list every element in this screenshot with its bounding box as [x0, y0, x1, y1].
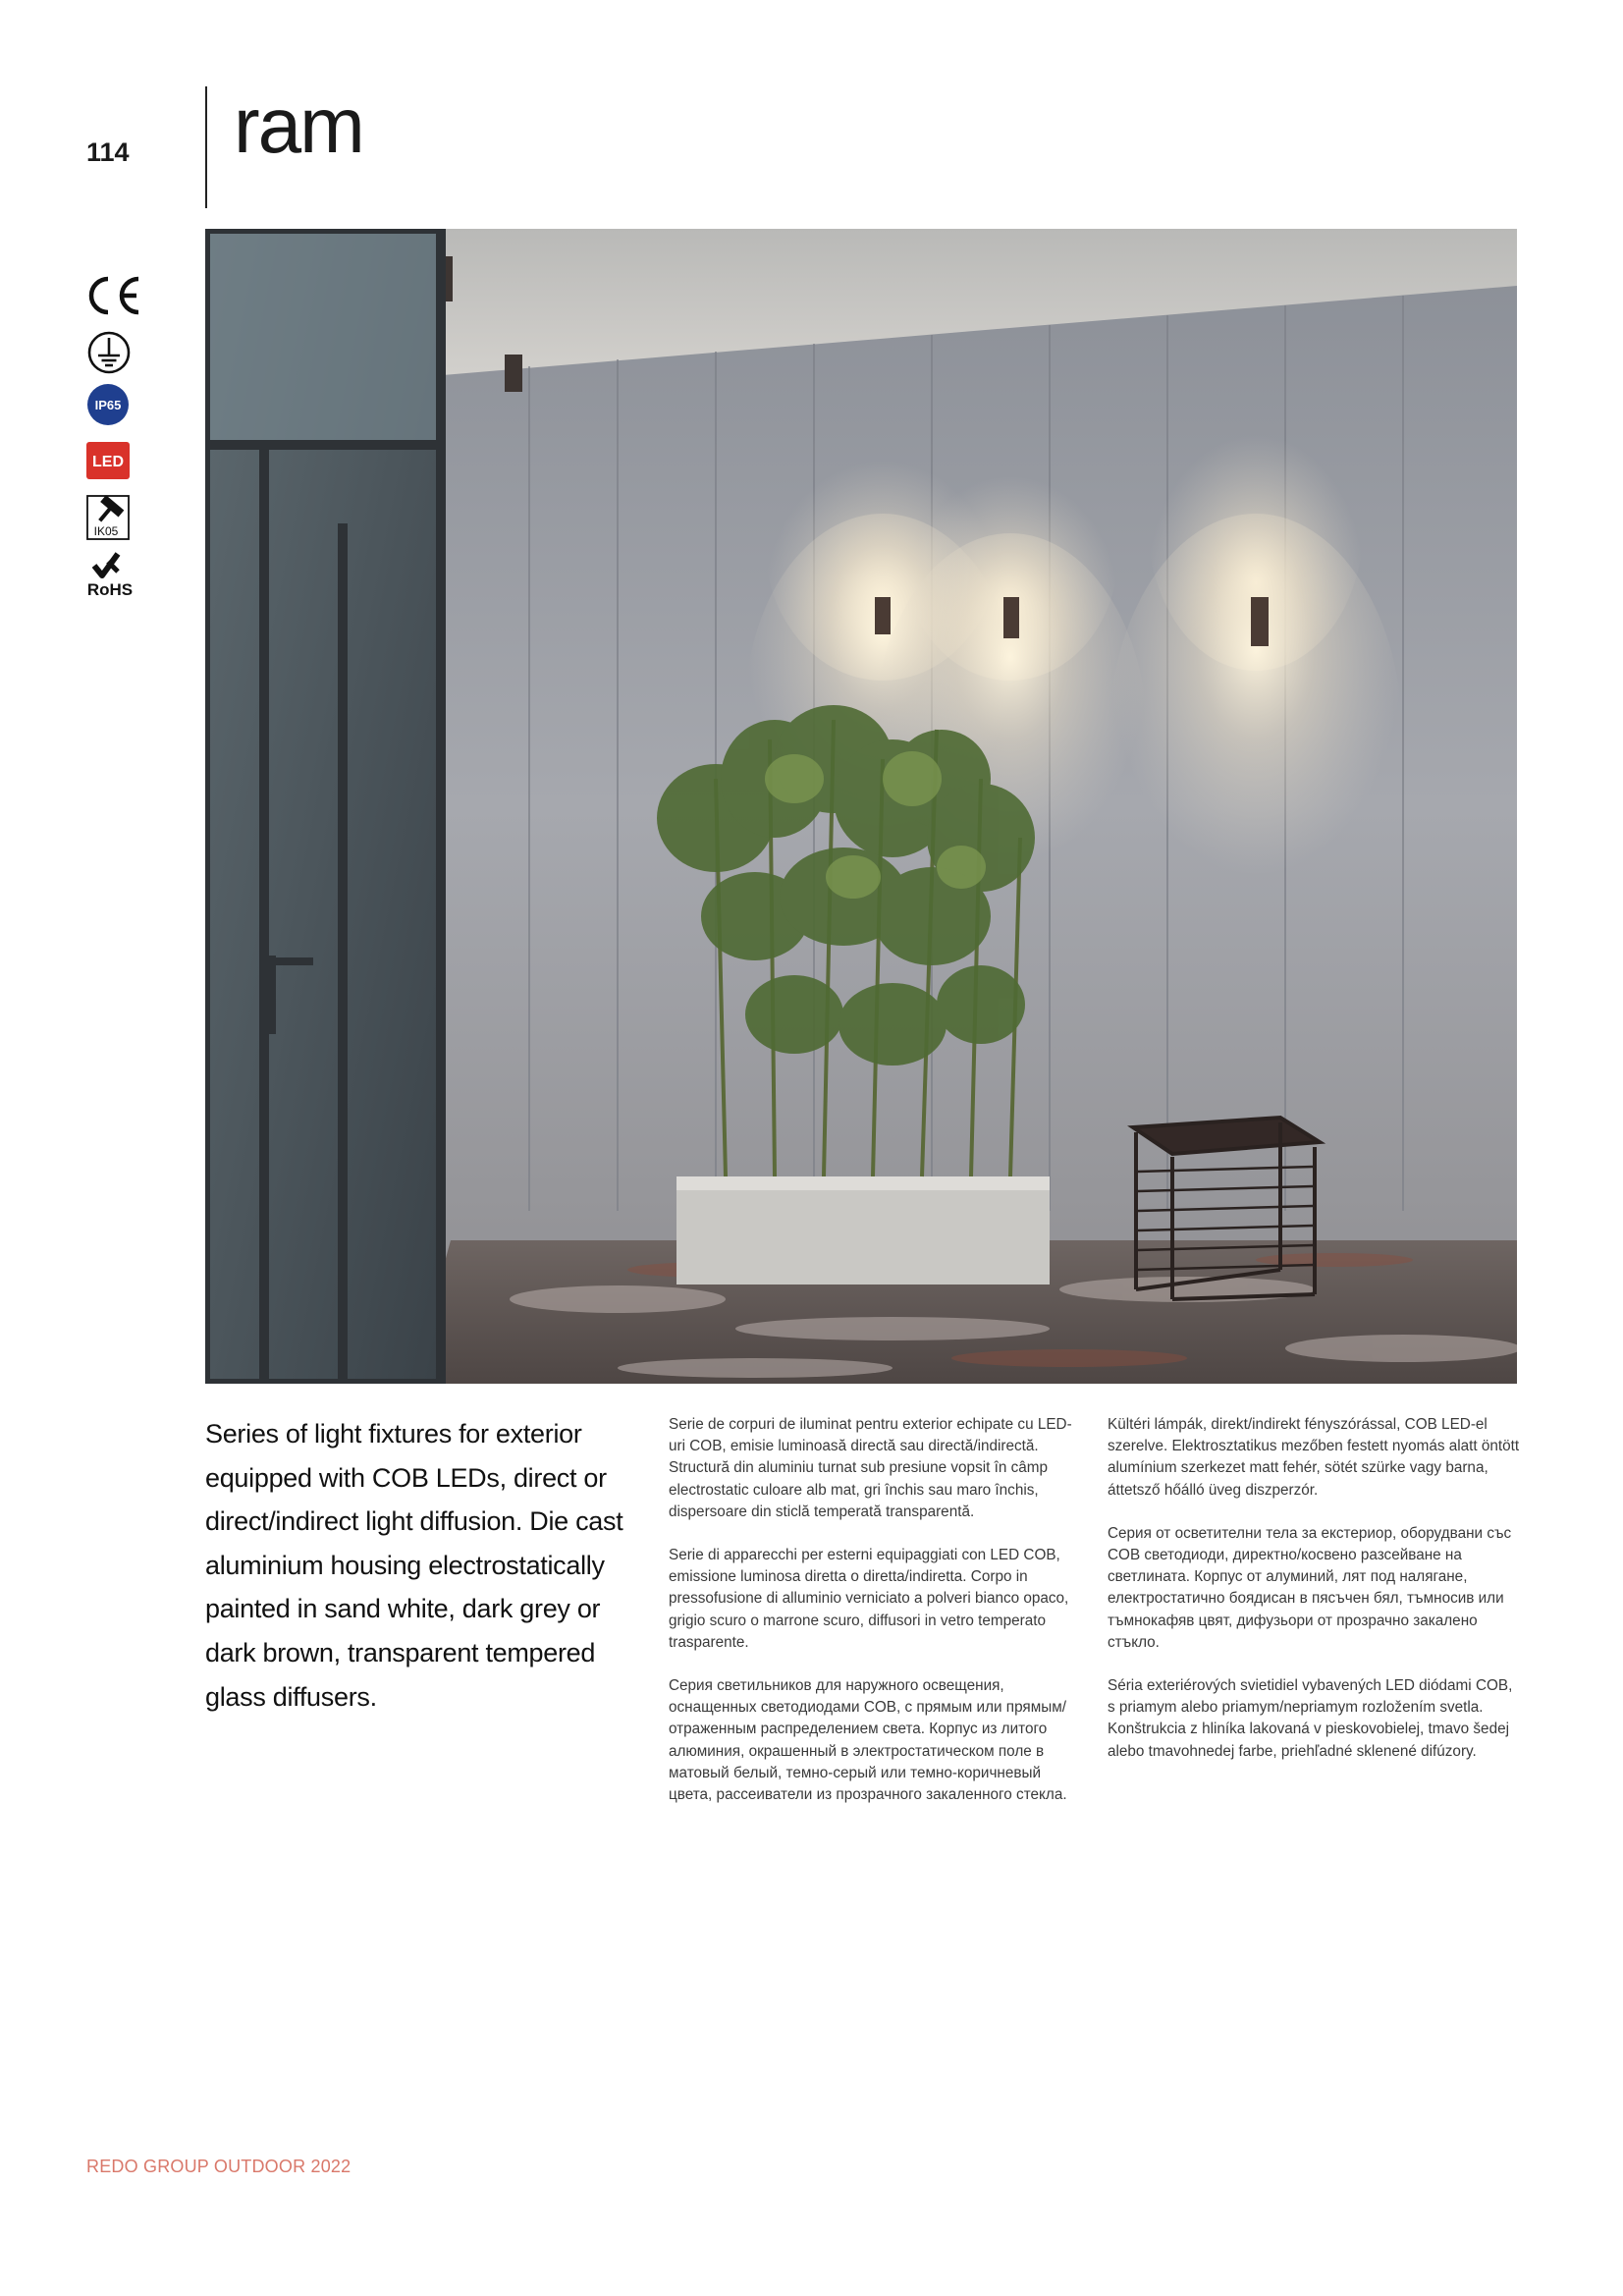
page-number: 114 [86, 137, 130, 167]
description-column-right [1108, 1414, 1520, 1784]
bulgarian-description: Серия от осветителни тела за екстериор, оборудвани със COB светодиоди, директно/косвено разсейване на светлината. Корпус от алуминий, лят под налягане, електростатично боядисан в пясъчен бял, тъмносив или тъмнокафяв цвят, дифузьори от прозрачно закалено стъкло. [1108, 1524, 1512, 1651]
ip65-icon [86, 383, 130, 431]
hungarian-description: Kültéri lámpák, direkt/indirekt fényszórással, COB LED-el szerelve. Elektrosztatikus mezőben festett nyomás alatt öntött alumínium szerkezet matt fehér, sötét szürke vagy barna, áttetsző hőálló üveg diszperzór. [1108, 1416, 1520, 1499]
ik05-impact-icon [86, 495, 130, 545]
footer-brand: REDO GROUP OUTDOOR 2022 [86, 2157, 352, 2176]
product-title: ram [234, 82, 363, 169]
italian-description: Serie di apparecchi per esterni equipaggiati con LED COB, emissione luminosa diretta o diretta/indiretta. Corpo in pressofusione di alluminio verniciato a polveri bianco opaco, grigio scuro o marrone scuro, diffusori in vetro temperato trasparente. [669, 1547, 1069, 1651]
hero-photo [205, 229, 1517, 1384]
romanian-description: Serie de corpuri de iluminat pentru exterior echipate cu LED-uri COB, emisie luminoasă directă sau directă/indirectă. Structură din aluminiu turnat sub presiune vopsit în câmp electrostatic culoare alb mat, gri închis sau maro închis, dispersoare din sticlă temperată transparentă. [669, 1416, 1072, 1520]
ce-mark-icon [84, 273, 143, 323]
rohs-label: RoHS [86, 580, 134, 599]
russian-description: Серия светильников для наружного освещения, оснащенных светодиодами COB, с прямым или прямым/отраженным распределением света. Корпус из литого алюминия, окрашенный в электростатическом поле в матовый белый, темно-серый или темно-коричневый цвета, рассеиватели из прозрачного закаленного стекла. [669, 1677, 1067, 1804]
led-label: LED [92, 454, 124, 470]
title-divider [205, 86, 207, 208]
ip-label: IP65 [94, 398, 122, 412]
ik-label: IK05 [93, 524, 119, 538]
english-description: Series of light fixtures for exterior equipped with COB LEDs, direct or direct/indirect light diffusion. Die cast aluminium housing electrostatically painted in sand white, dark grey or dark brown, transparent tempered glass diffusers. [205, 1419, 623, 1712]
earth-ground-icon [86, 330, 132, 380]
led-icon [86, 442, 130, 484]
description-column-middle [669, 1414, 1081, 1828]
slovak-description: Séria exteriérových svietidiel vybavených LED diódami COB, s priamym alebo priamym/nepriamym rozložením svetla. Konštrukcia z hliníka lakovaná v pieskovobielej, tmavo šedej alebo tmavohnedej farbe, priehľadné sklenené difúzory. [1108, 1677, 1513, 1760]
rohs-icon [84, 552, 143, 604]
